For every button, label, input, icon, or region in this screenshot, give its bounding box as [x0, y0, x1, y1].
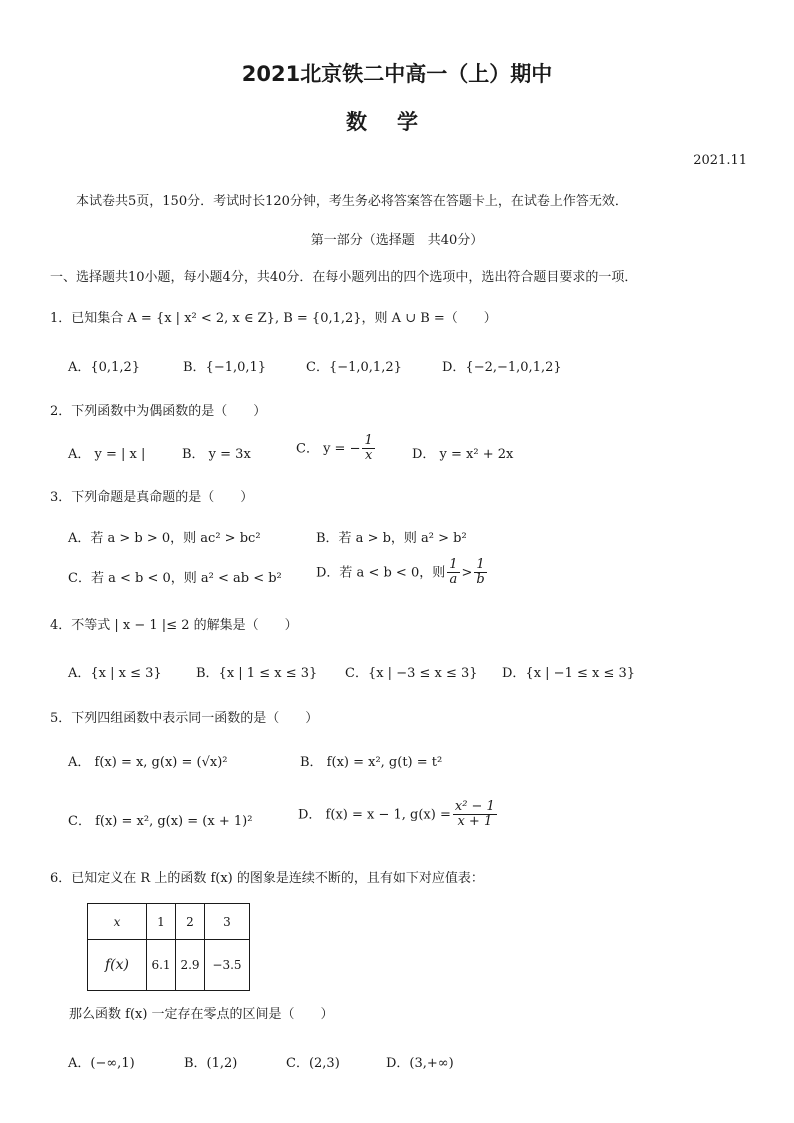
- q5-stem: 5．下列四组函数中表示同一函数的是（ ）: [50, 711, 319, 726]
- q1-option-a: A．{0,1,2}: [68, 360, 141, 375]
- q1-stem: 1．已知集合 A = {x | x² < 2, x ∈ Z}, B = {0,1,2}，则 A ∪ B =（ ）: [50, 311, 497, 326]
- q3-option-d-denominator-2: b: [476, 572, 485, 588]
- table-cell-x-2: 2: [176, 904, 205, 940]
- q6-option-d: D．(3,+∞): [386, 1056, 454, 1071]
- q6-option-a: A．(−∞,1): [68, 1056, 135, 1071]
- q5-option-d-denominator: x + 1: [457, 814, 493, 830]
- table-cell-fx-3: −3.5: [205, 940, 250, 991]
- q3-option-d-numerator-1: 1: [449, 557, 458, 572]
- q4-option-d: D．{x | −1 ≤ x ≤ 3}: [502, 666, 636, 681]
- q2-option-c-prefix: C． y = −: [296, 441, 361, 457]
- exam-date: 2021.11: [693, 153, 747, 168]
- q3-option-d-prefix: D．若 a < b < 0，则: [316, 565, 446, 581]
- q6-option-b: B．(1,2): [184, 1056, 238, 1071]
- q3-option-d-denominator-1: a: [449, 572, 458, 588]
- q1-option-c: C．{−1,0,1,2}: [306, 360, 402, 375]
- q4-option-b: B．{x | 1 ≤ x ≤ 3}: [196, 666, 318, 681]
- q2-stem: 2．下列函数中为偶函数的是（ ）: [50, 404, 267, 419]
- table-cell-header-x: x: [88, 904, 147, 940]
- q3-stem: 3．下列命题是真命题的是（ ）: [50, 490, 254, 505]
- q5-option-d: [298, 800, 499, 830]
- part-title: 第一部分（选择题 共40分）: [310, 233, 484, 248]
- q2-option-c-fraction: [362, 434, 374, 464]
- q3-option-a: A．若 a > b > 0，则 ac² > bc²: [68, 531, 261, 546]
- q6-option-c: C．(2,3): [286, 1056, 340, 1071]
- q4-option-c: C．{x | −3 ≤ x ≤ 3}: [345, 666, 478, 681]
- q6-stem: 6．已知定义在 R 上的函数 f(x) 的图象是连续不断的，且有如下对应值表：: [50, 871, 484, 886]
- q5-option-c: C． f(x) = x², g(x) = (x + 1)²: [68, 814, 253, 829]
- table-row-fx: [88, 940, 250, 991]
- q2-option-c-numerator: 1: [364, 433, 373, 448]
- q2-option-c-denominator: x: [364, 448, 373, 464]
- q3-option-c: C．若 a < b < 0，则 a² < ab < b²: [68, 571, 282, 586]
- q3-option-d-gt: >: [461, 565, 473, 581]
- subject-title: 数学: [346, 110, 448, 134]
- q4-option-a: A．{x | x ≤ 3}: [68, 666, 162, 681]
- q5-option-d-numerator: x² − 1: [454, 799, 495, 814]
- q1-option-d: D．{−2,−1,0,1,2}: [442, 360, 562, 375]
- section-instruction: 一、选择题共10小题，每小题4分，共40分．在每小题列出的四个选项中，选出符合题目要求的一项．: [50, 270, 638, 285]
- q3-option-d-fraction-1: [447, 558, 459, 588]
- table-cell-header-fx: f(x): [88, 940, 147, 991]
- q5-option-a: A． f(x) = x, g(x) = (√x)²: [68, 755, 228, 770]
- value-table: [87, 903, 250, 991]
- table-row-x: [88, 904, 250, 940]
- exam-title: 2021北京铁二中高一（上）期中: [241, 62, 553, 86]
- table-cell-fx-2: 2.9: [176, 940, 205, 991]
- q5-option-d-fraction: [453, 800, 497, 830]
- q2-option-b: B． y = 3x: [182, 447, 251, 462]
- q3-option-b: B．若 a > b，则 a² > b²: [316, 531, 467, 546]
- q1-option-b: B．{−1,0,1}: [183, 360, 267, 375]
- q3-option-d: [316, 558, 489, 588]
- q3-option-d-numerator-2: 1: [474, 558, 486, 573]
- q6-question: 那么函数 f(x) 一定存在零点的区间是（ ）: [69, 1007, 334, 1022]
- table-cell-x-3: 3: [205, 904, 250, 940]
- exam-notice: 本试卷共5页，150分．考试时长120分钟，考生务必将答案答在答题卡上，在试卷上作答无效．: [76, 194, 628, 209]
- q5-option-b: B． f(x) = x², g(t) = t²: [300, 755, 443, 770]
- table-cell-x-1: 1: [147, 904, 176, 940]
- q3-option-d-fraction-2: [474, 558, 486, 588]
- q2-option-a: A． y = | x |: [68, 447, 146, 462]
- q2-option-c: [296, 434, 377, 464]
- table-cell-fx-1: 6.1: [147, 940, 176, 991]
- q5-option-d-prefix: D． f(x) = x − 1, g(x) =: [298, 807, 451, 823]
- q2-option-d: D． y = x² + 2x: [412, 447, 514, 462]
- q4-stem: 4．不等式 | x − 1 |≤ 2 的解集是（ ）: [50, 618, 298, 633]
